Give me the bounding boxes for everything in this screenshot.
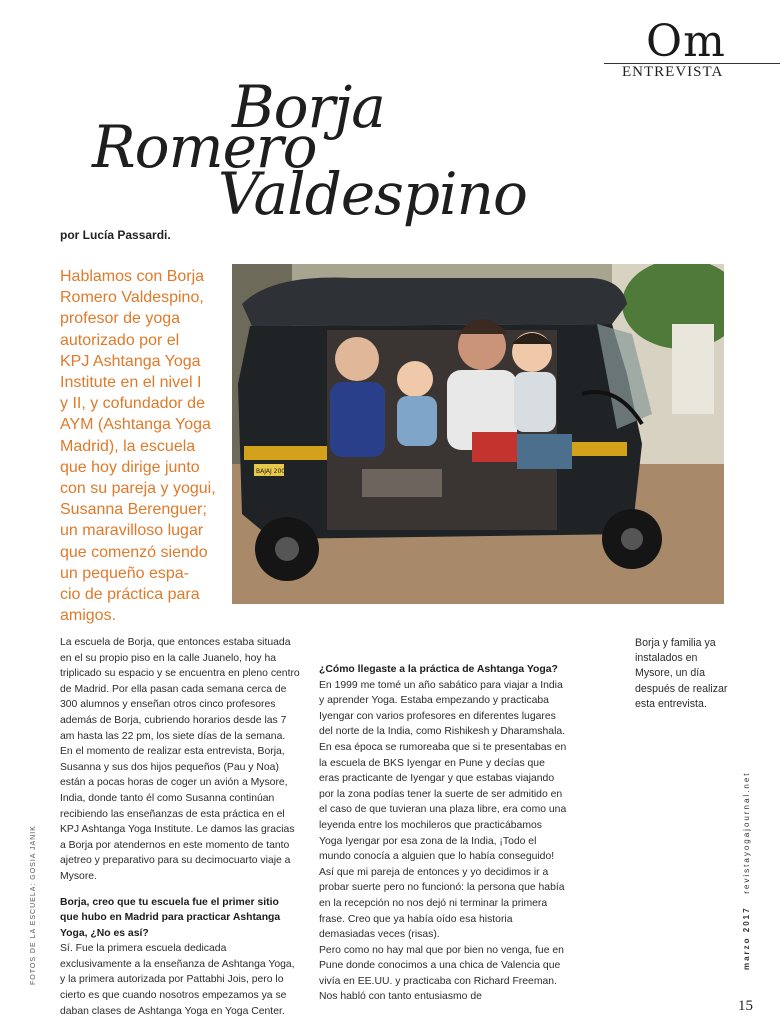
interview-question: ¿Cómo llegaste a la práctica de Ashtanga Yoga? [319, 664, 558, 675]
magazine-logo: Om [646, 16, 726, 67]
lead-line: un pequeño espa- [60, 564, 189, 582]
lead-line: KPJ Ashtanga Yoga [60, 352, 201, 370]
title-line-3: Valdespino [218, 160, 527, 228]
photo-illustration [232, 264, 724, 604]
page-number: 15 [738, 998, 753, 1014]
body-column-1 [60, 635, 300, 1019]
title-line-1: Borja [232, 73, 385, 141]
lead-line: Romero Valdespino, [60, 289, 204, 307]
photo-caption: Borja y familia ya instalados en Mysore, un día después de realizar esta entrevista. [635, 637, 728, 710]
issue-date: marzo 2017 [742, 906, 751, 970]
body-paragraph: En el momento de realizar esta entrevista, Borja, Susanna y sus dos hijos pequeños (Pau y Noa) están a pocas horas de coger un avión a Mysore, India, donde tanto él como Susanna continúan recibiendo las enseñanzas de esta práctica en el KPJ Ashtanga Yoga Institute. Le damos las gracias a Borja por atendernos en este momento de tanto ajetreo y preparativo para su decimocuarto viaje a Mysore. [60, 746, 295, 882]
issue-dateline [742, 771, 751, 970]
lead-line: cio de práctica para [60, 586, 200, 604]
lead-line: Susanna Berenguer; [60, 501, 207, 519]
lead-line: y II, y cofundador de [60, 395, 205, 413]
lead-line: amigos. [60, 607, 117, 625]
body-column-2 [319, 652, 567, 1005]
lead-line: profesor de yoga [60, 310, 181, 328]
body-paragraph: Sí. Fue la primera escuela dedicada exclusivamente a la enseñanza de Ashtanga Yoga, y la primera autorizada por Pattabhi Jois, pero lo cierto es que cuando nosotros empezamos ya se daban clases de Ashtanga Yoga en Yoga Center. [60, 943, 295, 1017]
website-url: revistayogajournal.net [742, 771, 751, 894]
body-paragraph: Pero como no hay mal que por bien no venga, fue en Pune donde conocimos a una chica de Valencia que vivía en EE.UU. y practicaba con Richard Freeman. Nos habló con tanto entusiasmo de [319, 944, 564, 1003]
lead-line: autorizado por el [60, 331, 180, 349]
byline: por Lucía Passardi. [60, 228, 171, 242]
family-rickshaw-photo [232, 264, 724, 604]
section-label: ENTREVISTA [622, 64, 724, 80]
interview-question: Borja, creo que tu escuela fue el primer sitio que hubo en Madrid para practicar Ashtanga Yoga, ¿No es así? [60, 896, 281, 939]
body-paragraph: En 1999 me tomé un año sabático para viajar a India y aprender Yoga. Estaba empezando y practicaba Iyengar con varios profesores en diferentes lugares del norte de la India, como Rishikesh y Dharamshala. En esa época se rumoreaba que si te presentabas en la escuela de BKS Iyengar en Pune y decías que eras practicante de Iyengar y que estabas viajando por la zona podías tener la suerte de ser admitido en el caso de que tuvieran una plaza libre, era como una leyenda entre los mochileros que practicábamos Yoga Iyengar por esa zona de la India, ¡Todo el mundo conocía a alguien que lo había conseguido! Así que mi pareja de entonces y yo decidimos ir a probar suerte pero no funcionó: la persona que había en la recepción no nos dejó ni terminar la primera frase. Creo que ya había oído esa historia demasiadas veces (risas). [319, 679, 567, 941]
lead-line: Madrid), la escuela [60, 437, 196, 455]
lead-paragraph [60, 266, 230, 626]
lead-line: que hoy dirige junto [60, 458, 200, 476]
lead-line: Institute en el nivel I [60, 374, 202, 392]
body-paragraph: La escuela de Borja, que entonces estaba situada en el su propio piso en la calle Juanelo, hoy ha triplicado su espacio y se encuentra en pleno centro de Madrid. Por ella pasan cada semana cerca de 300 alumnos y enseñan otros cinco profesores además de Borja, cubriendo horarios desde las 7 am hasta las 22 pm, los siete días de la semana. [60, 637, 300, 742]
photo-credit: FOTOS DE LA ESCUELA: GOSIA JANIK [30, 825, 37, 985]
lead-line: un maravilloso lugar [60, 522, 204, 540]
lead-line: AYM (Ashtanga Yoga [60, 416, 211, 434]
lead-line: que comenzó siendo [60, 543, 208, 561]
lead-line: Hablamos con Borja [60, 268, 205, 285]
lead-line: con su pareja y yogui, [60, 480, 216, 498]
svg-text:BAJAJ 2005: BAJAJ 2005 [256, 468, 289, 475]
title-line-2: Romero [92, 113, 317, 181]
